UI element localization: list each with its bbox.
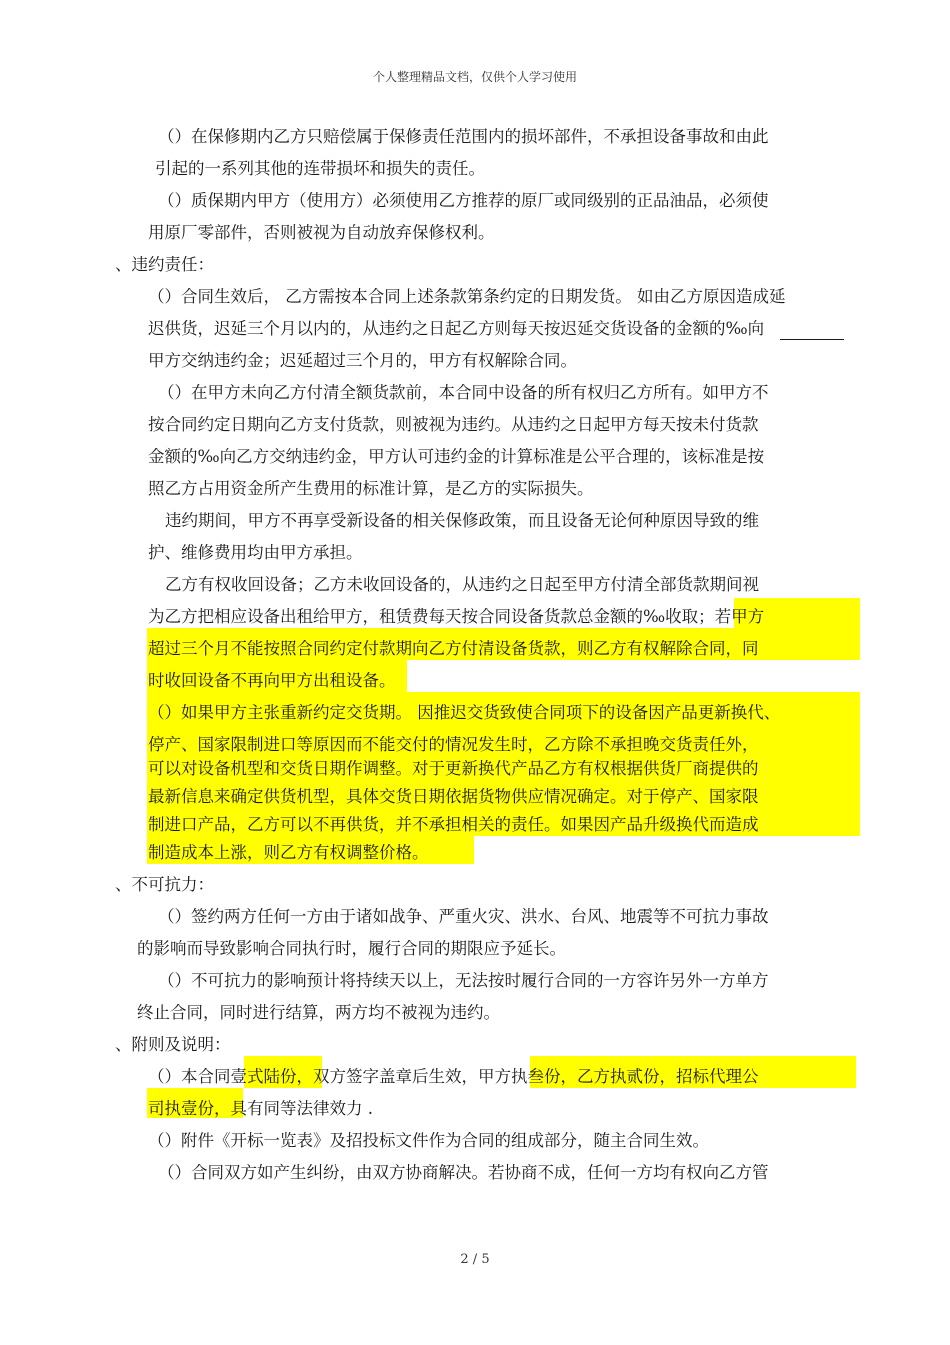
paragraph-line: 的影响而导致影响合同执行时，履行合同的期限应予延长。: [137, 939, 566, 958]
paragraph-line: 司执壹份，具有同等法律效力 .: [148, 1099, 373, 1118]
paragraph-line: 护、维修费用均由甲方承担。: [148, 543, 363, 562]
paragraph-line: 为乙方把相应设备出租给甲方，租赁费每天按合同设备货款总金额的‰收取；若甲方: [148, 607, 765, 626]
page-number: 2 / 5: [460, 1252, 490, 1267]
page-header: 个人整理精品文档，仅供个人学习使用: [372, 70, 577, 84]
paragraph-line: 迟供货，迟延三个月以内的，从违约之日起乙方则每天按迟延交货设备的金额的‰向: [148, 319, 765, 338]
paragraph-line: 超过三个月不能按照合同约定付款期向乙方付清设备货款，则乙方有权解除合同，同: [148, 639, 759, 658]
paragraph-line: （）附件《开标一览表》及招投标文件作为合同的组成部分，随主合同生效。: [148, 1131, 709, 1150]
paragraph-line: （）质保期内甲方（使用方）必须使用乙方推荐的原厂或同级别的正品油品，必须使: [158, 191, 769, 210]
paragraph-line: 制进口产品，乙方可以不再供货，并不承担相关的责任。如果因产品升级换代而造成: [148, 815, 759, 834]
paragraph-line: 违约期间，甲方不再享受新设备的相关保修政策，而且设备无论何种原因导致的维: [165, 511, 759, 530]
paragraph-line: 按合同约定日期向乙方支付货款，则被视为违约。从违约之日起甲方每天按未付货款: [148, 415, 759, 434]
paragraph-line: 停产、国家限制进口等原因而不能交付的情况发生时，乙方除不承担晚交货责任外，: [148, 735, 759, 754]
paragraph-line: （）在保修期内乙方只赔偿属于保修责任范围内的损坏部件，不承担设备事故和由此: [158, 127, 769, 146]
paragraph-line: （）在甲方未向乙方付清全额货款前，本合同中设备的所有权归乙方所有。如甲方不: [158, 383, 769, 402]
paragraph-line: 引起的一系列其他的连带损坏和损失的责任。: [155, 159, 485, 178]
section-heading: 、不可抗力：: [115, 875, 214, 894]
paragraph-line: 可以对设备机型和交货日期作调整。对于更新换代产品乙方有权根据供货厂商提供的: [148, 759, 759, 778]
paragraph-line: 乙方有权收回设备；乙方未收回设备的，从违约之日起至甲方付清全部货款期间视: [165, 575, 759, 594]
section-heading: 、违约责任：: [115, 255, 214, 274]
paragraph-line: 金额的‰向乙方交纳违约金，甲方认可违约金的计算标准是公平合理的，该标准是按: [148, 447, 765, 466]
paragraph-line: （）合同双方如产生纠纷，由双方协商解决。若协商不成，任何一方均有权向乙方管: [158, 1163, 769, 1182]
section-heading: 、附则及说明：: [115, 1035, 231, 1054]
paragraph-line: （）签约两方任何一方由于诸如战争、严重火灾、洪水、台风、地震等不可抗力事故: [158, 907, 769, 926]
paragraph-line: 终止合同，同时进行结算，两方均不被视为违约。: [137, 1003, 500, 1022]
paragraph-line: （）本合同壹式陆份，双方签字盖章后生效，甲方执叁份，乙方执贰份，招标代理公: [148, 1067, 759, 1086]
paragraph-line: 时收回设备不再向甲方出租设备。: [148, 671, 396, 690]
paragraph-line: （）合同生效后， 乙方需按本合同上述条款第条约定的日期发货。 如由乙方原因造成延: [148, 287, 786, 306]
paragraph-line: 照乙方占用资金所产生费用的标准计算，是乙方的实际损失。: [148, 479, 594, 498]
paragraph-line: 最新信息来确定供货机型，具体交货日期依据货物供应情况确定。对于停产、国家限: [148, 787, 759, 806]
paragraph-line: 制造成本上涨，则乙方有权调整价格。: [148, 843, 429, 862]
paragraph-line: 用原厂零部件，否则被视为自动放弃保修权利。: [148, 223, 495, 242]
paragraph-line: （）不可抗力的影响预计将持续天以上，无法按时履行合同的一方容许另外一方单方: [158, 971, 769, 990]
paragraph-line: 甲方交纳违约金；迟延超过三个月的，甲方有权解除合同。: [148, 351, 577, 370]
paragraph-line: （）如果甲方主张重新约定交货期。 因推迟交货致使合同项下的设备因产品更新换代、: [148, 703, 781, 722]
blank-underline: [780, 339, 844, 340]
